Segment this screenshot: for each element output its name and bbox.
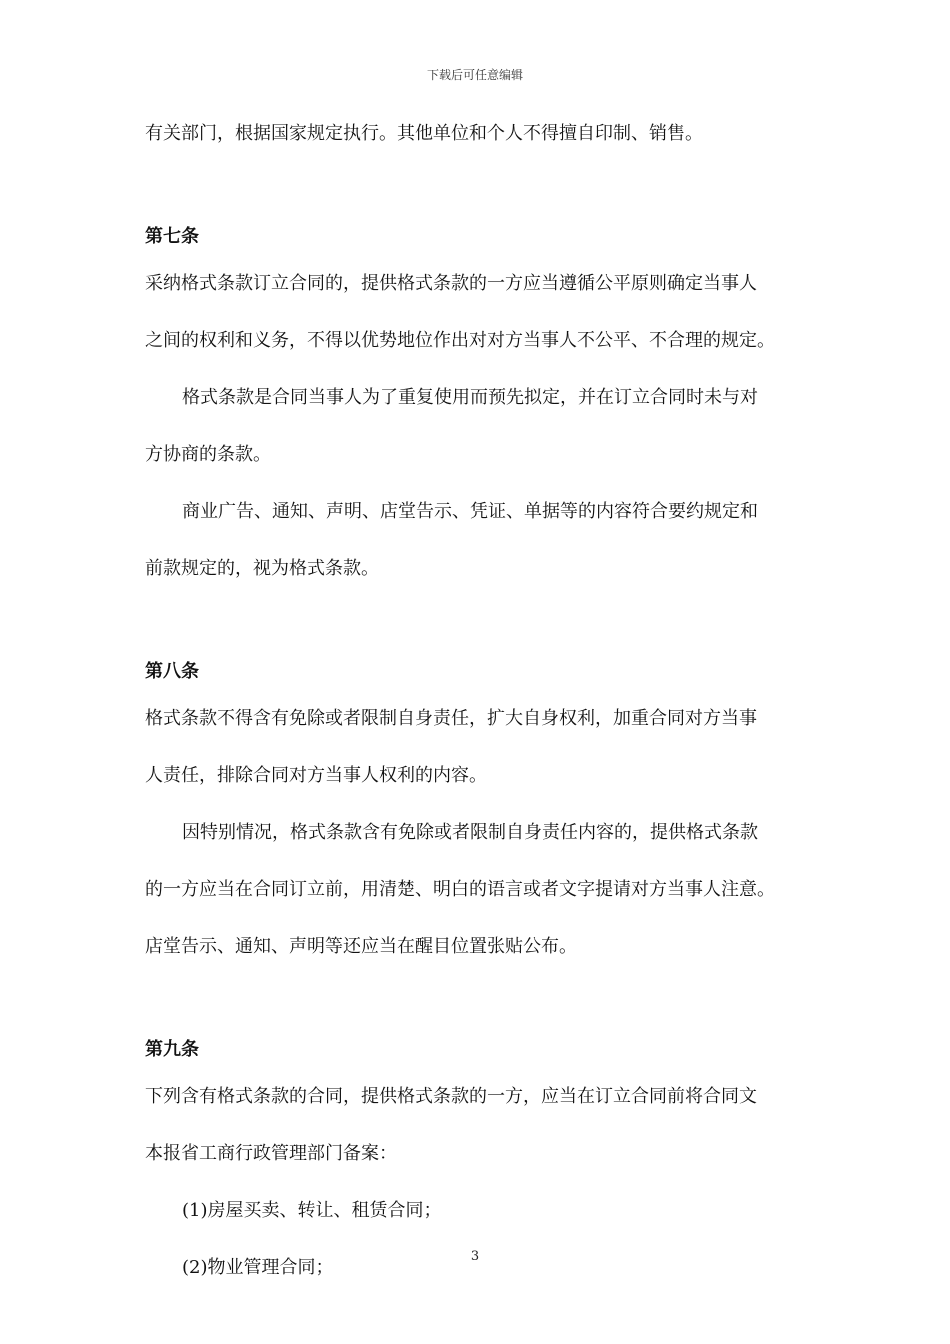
article-7-paragraph-1 <box>145 271 810 354</box>
text-line: 的一方应当在合同订立前，用清楚、明白的语言或者文字提请对方当事人注意。 <box>145 879 775 900</box>
text-line: 因特别情况，格式条款含有免除或者限制自身责任内容的，提供格式条款 <box>182 822 758 843</box>
page-number: 3 <box>470 1249 480 1264</box>
text-line: 商业广告、通知、声明、店堂告示、凭证、单据等的内容符合要约规定和 <box>182 501 758 522</box>
article-8-paragraph-1 <box>145 706 810 789</box>
article-8-paragraph-2 <box>145 820 810 960</box>
list-item: (2)物业管理合同； <box>182 1257 334 1278</box>
text-line: 本报省工商行政管理部门备案： <box>145 1143 397 1164</box>
text-line: 之间的权利和义务，不得以优势地位作出对对方当事人不公平、不合理的规定。 <box>145 330 775 351</box>
text-line: 人责任，排除合同对方当事人权利的内容。 <box>145 765 487 786</box>
article-7-paragraph-3 <box>145 499 810 582</box>
paragraph-continuation <box>145 121 810 147</box>
text-line: 前款规定的，视为格式条款。 <box>145 558 379 579</box>
text-line: 格式条款是合同当事人为了重复使用而预先拟定，并在订立合同时未与对 <box>182 387 758 408</box>
article-7-paragraph-2 <box>145 385 810 468</box>
article-9-list <box>145 1198 810 1281</box>
page-header: 下载后可任意编辑 <box>426 68 523 82</box>
text-line: 方协商的条款。 <box>145 444 271 465</box>
article-heading-8: 第八条 <box>145 661 199 682</box>
text-line: 格式条款不得含有免除或者限制自身责任，扩大自身权利，加重合同对方当事 <box>145 708 757 729</box>
article-heading-9: 第九条 <box>145 1039 199 1060</box>
text-line: 有关部门，根据国家规定执行。其他单位和个人不得擅自印制、销售。 <box>145 123 703 144</box>
article-9-paragraph-1 <box>145 1084 810 1167</box>
list-item: (1)房屋买卖、转让、租赁合同； <box>182 1200 442 1221</box>
document-body <box>145 121 810 1312</box>
text-line: 采纳格式条款订立合同的，提供格式条款的一方应当遵循公平原则确定当事人 <box>145 273 757 294</box>
text-line: 店堂告示、通知、声明等还应当在醒目位置张贴公布。 <box>145 936 577 957</box>
text-line: 下列含有格式条款的合同，提供格式条款的一方，应当在订立合同前将合同文 <box>145 1086 757 1107</box>
article-heading-7: 第七条 <box>145 226 199 247</box>
